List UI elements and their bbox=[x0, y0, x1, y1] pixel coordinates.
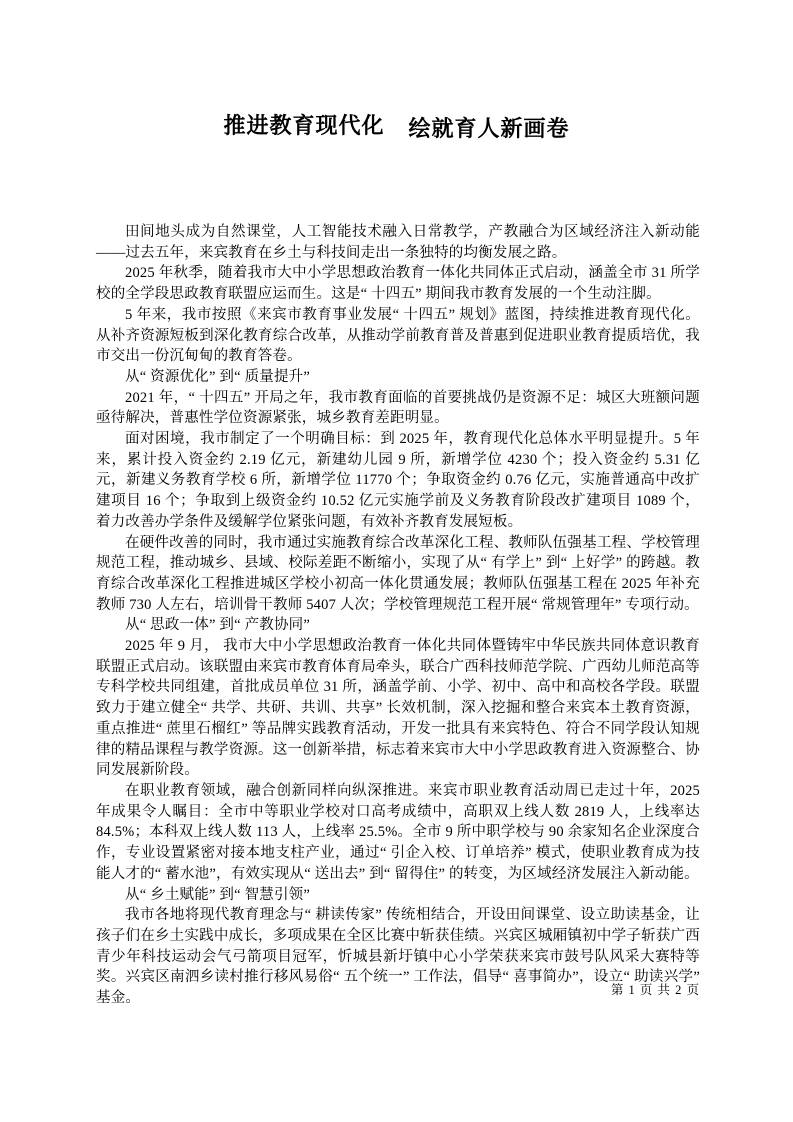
paragraph: 2025 年 9 月， 我市大中小学思想政治教育一体化共同体暨铸牢中华民族共同体意识教育联盟正式启动。该联盟由来宾市教育体育局牵头，联合广西科技师范学院、广西幼儿师范高等专科学校共同组建，首批成员单位 31 所，涵盖学前、小学、初中、高中和高校各学段。联盟致力于建立健全“ 共学、共研、共训、共享” 长效机制，深入挖掘和整合来宾本土教育资源，重点推进“ 蔗里石榴红” 等品牌实践教育活动，开发一批具有来宾特色、符合不同学段认知规律的精品课程与教学资源。这一创新举措，标志着来宾市大中小学思政教育进入资源整合、协同发展新阶段。 bbox=[96, 638, 700, 779]
section-heading-resource-quality: 从“ 资源优化” 到“ 质量提升” bbox=[125, 368, 311, 385]
section-heading-rural-smart: 从“ 乡土赋能” 到“ 智慧引领” bbox=[125, 886, 311, 903]
paragraph: 在硬件改善的同时，我市通过实施教育综合改革深化工程、教师队伍强基工程、学校管理规范工程，推动城乡、县域、校际差距不断缩小，实现了从“ 有学上” 到“ 上好学” 的跨越。教育综合改革深化工程推进城区学校小初高一体化贯通发展；教师队伍强基工程在 2025 年补充教师 730 人左右，培训骨干教师 5407 人次；学校管理规范工程开展“ 常规管理年” 专项行动。 bbox=[96, 534, 700, 613]
paragraph: 2021 年，“ 十四五” 开局之年，我市教育面临的首要挑战仍是资源不足：城区大班额问题亟待解决，普惠性学位资源紧张，城乡教育差距明显。 bbox=[96, 389, 700, 427]
paragraph: 5 年来，我市按照《来宾市教育事业发展“ 十四五” 规划》蓝图，持续推进教育现代化。从补齐资源短板到深化教育综合改革，从推动学前教育普及普惠到促进职业教育提质培优，我市交出一份沉甸甸的教育答卷。 bbox=[96, 306, 700, 365]
paragraph: 2025 年秋季，随着我市大中小学思想政治教育一体化共同体正式启动，涵盖全市 31 所学校的全学段思政教育联盟应运而生。这是“ 十四五” 期间我市教育发展的一个生动注脚。 bbox=[96, 265, 700, 303]
section-heading-ideology-industry: 从“ 思政一体” 到“ 产教协同” bbox=[125, 617, 311, 634]
paragraph: 在职业教育领域，融合创新同样向纵深推进。来宾市职业教育活动周已走过十年，2025 年成果令人瞩目：全市中等职业学校对口高考成绩中，高职双上线人数 2819 人，上线率达 84.5%；本科双上线人数 113 人，上线率 25.5%。全市 9 所中职学校与 90 余家知名企业深度合作，专业设置紧密对接本地支柱产业，通过“ 引企入校、订单培养” 模式，使职业教育成为技能人才的“ 蓄水池”，有效实现从“ 送出去” 到“ 留得住” 的转变，为区域经济发展注入新动能。 bbox=[96, 782, 700, 882]
document-title bbox=[0, 0, 793, 148]
paragraph: 面对困境，我市制定了一个明确目标：到 2025 年，教育现代化总体水平明显提升。5 年来，累计投入资金约 2.19 亿元，新建幼儿园 9 所，新增学位 4230 个；投入资金约 5.31 亿元，新建义务教育学校 6 所，新增学位 11770 个；争取资金约 0.76 亿元，实施普通高中改扩建项目 16 个；争取到上级资金约 10.52 亿元实施学前及义务教育阶段改扩建项目 1089 个， 着力改善办学条件及缓解学位紧张问题，有效补齐教育发展短板。 bbox=[96, 431, 700, 530]
document-title-part-2: 绘就育人新画卷 bbox=[408, 116, 570, 141]
document-title-part-1: 推进教育现代化 bbox=[223, 113, 385, 138]
paragraph: 田间地头成为自然课堂，人工智能技术融入日常教学，产教融合为区域经济注入新动能——过去五年，来宾教育在乡土与科技间走出一条独特的均衡发展之路。 bbox=[96, 224, 700, 261]
document-body bbox=[96, 222, 700, 1009]
page-number: 第 1 页 共 2 页 bbox=[610, 983, 700, 997]
paragraph: 我市各地将现代教育理念与“ 耕读传家” 传统相结合，开设田间课堂、设立助读基金，让孩子们在乡土实践中成长，多项成果在全区比赛中斩获佳绩。兴宾区城厢镇初中学子斩获广西青少年科技运动会气弓箭项目冠军，忻城县新圩镇中心小学荣获来宾市鼓号队风采大赛特等奖。兴宾区南泗乡读村推行移风易俗“ 五个统一” 工作法，倡导“ 喜事简办”，设立“ 助读兴学” 基金。 bbox=[96, 907, 700, 1007]
